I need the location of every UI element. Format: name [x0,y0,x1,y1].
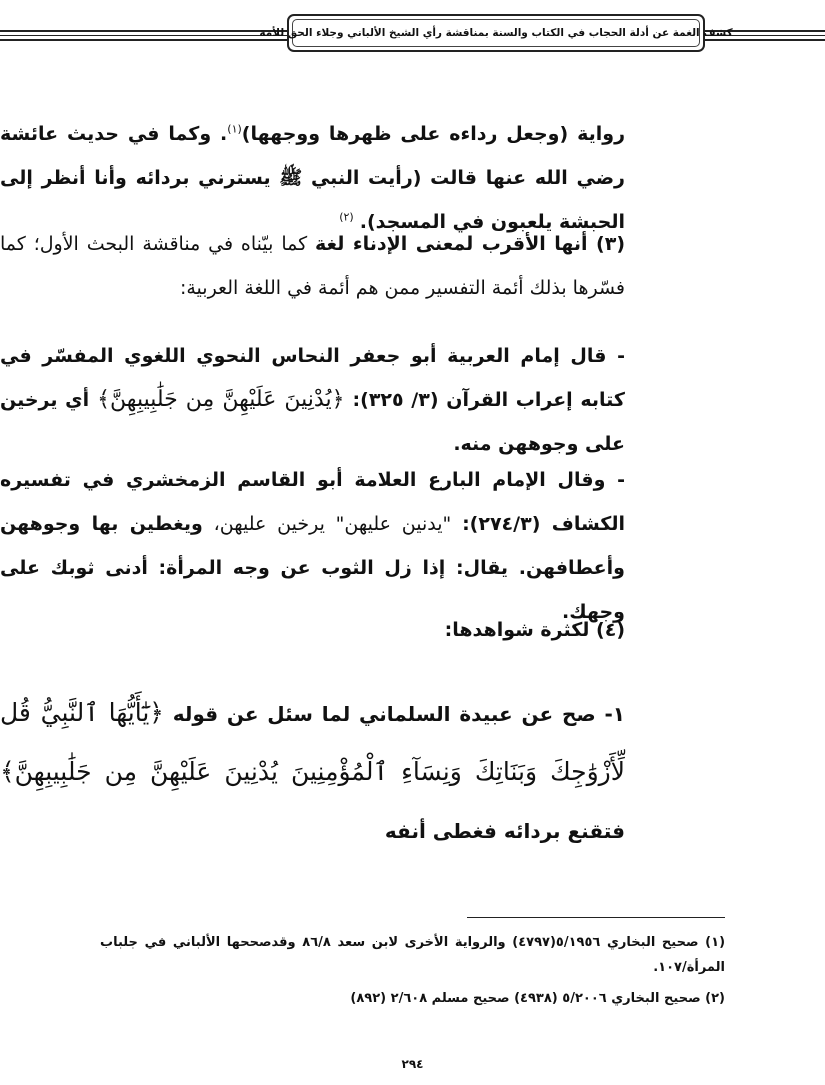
paragraph-4-quote: "يدنين عليهن" يرخين عليهن، [202,513,463,535]
running-header [259,14,733,52]
paragraph-3-tail: أي يرخين على وجوههن منه. [0,389,625,455]
paragraph-2-text: كما بيّناه في مناقشة البحث الأول؛ كما فسّرها بذلك أئمة التفسير ممن هم أئمة في اللغة العربية: [0,233,625,299]
footnote-ref-1[interactable]: (١) [227,122,242,136]
paragraph-1-text-a: رواية (وجعل رداءه على ظهرها ووجهها) [241,123,626,145]
page-number: ٢٩٤ [401,1057,424,1071]
paragraph-1-text-b: . وكما في حديث عائشة رضي الله عنها قالت (رأيت النبي ﷺ يسترني بردائه وأنا أنظر إلى الحبشة يلعبون في المسجد). [0,123,625,233]
paragraph-5 [0,608,625,652]
quran-verse-2: ﴿يَٰٓأَيُّهَا ٱلنَّبِيُّ قُل لِّأَزْوَٰجِكَ وَبَنَاتِكَ وَنِسَآءِ ٱلْمُؤْمِنِينَ يُدْنِينَ عَلَيْهِنَّ مِن جَلَٰبِيبِهِنَّ﴾ [0,698,625,786]
footnote-ref-2[interactable]: (٢) [339,210,354,224]
paragraph-2-heading: (٣) أنها الأقرب لمعنى الإدناء لغة [315,233,625,255]
paragraph-6 [0,684,625,860]
running-header-title: كشف الغمة عن أدلة الحجاب في الكتاب والسنة بمناقشة رأي الشيخ الألباني وجلاء الحق للأمة [259,27,733,39]
footnote-1: (١) صحيح البخاري ٥/١٩٥٦(٤٧٩٧) والرواية الأخرى لابن سعد ٨٦/٨ وقدصححها الألباني في جلباب المرأة/١٠٧. [100,935,726,975]
paragraph-3-lead: - قال إمام العربية أبو جعفر النحاس النحوي اللغوي المفسّر في كتابه إعراب القرآن (٣/ ٣٢٥): [0,345,625,411]
paragraph-4-tail: ويغطين بها وجوههن وأعطافهن. يقال: إذا زل الثوب عن وجه المرأة: أدنى ثوبك على وجهك. [0,513,625,623]
footnote-separator [467,917,725,918]
footnote-2: (٢) صحيح البخاري ٥/٢٠٠٦ (٤٩٣٨) صحيح مسلم ٢/٦٠٨ (٨٩٢) [350,991,725,1006]
paragraph-4-lead: - وقال الإمام البارع العلامة أبو القاسم الزمخشري في تفسيره الكشاف (٢٧٤/٣): [0,469,625,535]
paragraph-2 [0,222,625,310]
quran-verse-1: ﴿يُدْنِينَ عَلَيْهِنَّ مِن جَلَٰبِيبِهِنَّ﴾ [89,387,353,412]
paragraph-6-tail: فتقنع بردائه فغطى أنفه [384,819,625,843]
section-heading-4: (٤) لكثرة شواهدها: [444,619,625,641]
paragraph-6-lead: ١- صح عن عبيدة السلماني لما سئل عن قوله [163,702,625,726]
paragraph-3 [0,334,625,466]
